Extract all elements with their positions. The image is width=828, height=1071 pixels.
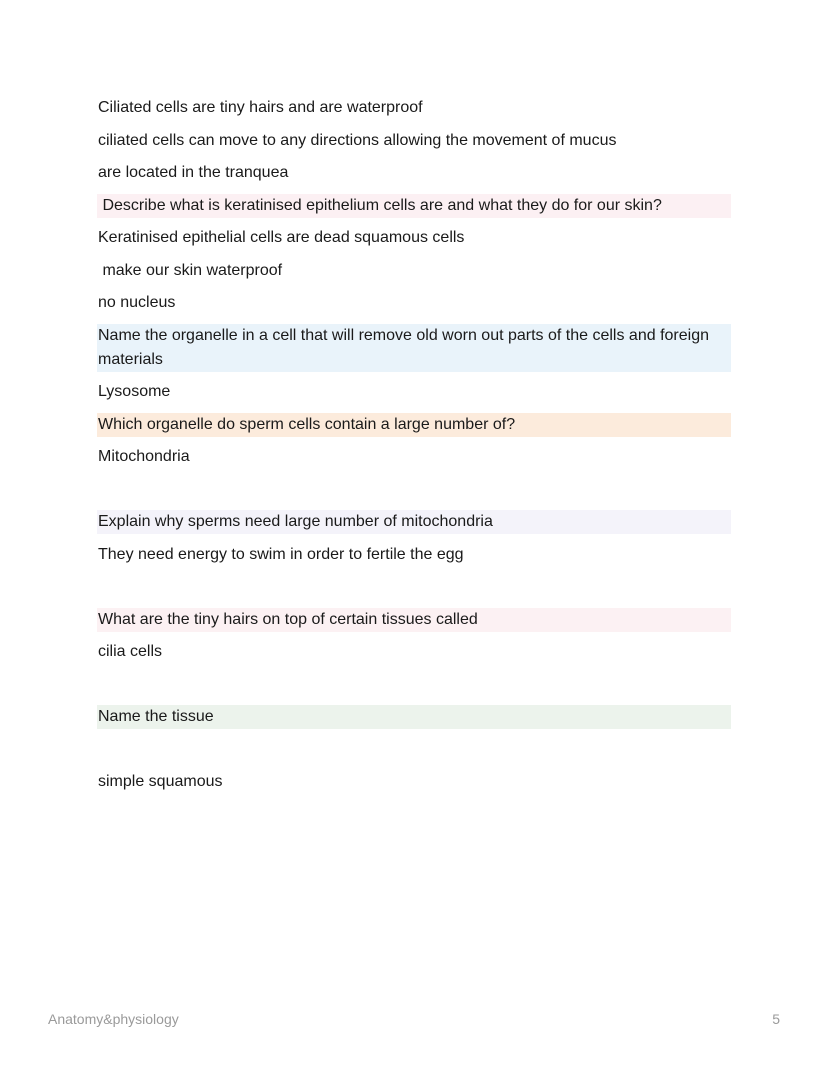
question-line: Describe what is keratinised epithelium cells are and what they do for our skin? bbox=[97, 194, 731, 218]
blank-line bbox=[97, 673, 731, 697]
answer-line: no nucleus bbox=[98, 294, 176, 311]
answer-line: make our skin waterproof bbox=[98, 261, 283, 279]
page-body bbox=[97, 96, 731, 803]
answer-line: Lysosome bbox=[98, 383, 171, 400]
answer-line: Ciliated cells are tiny hairs and are waterproof bbox=[98, 99, 423, 116]
question-line: Which organelle do sperm cells contain a large number of? bbox=[97, 413, 731, 437]
question-line: Explain why sperms need large number of mitochondria bbox=[97, 510, 731, 534]
question-line: Name the tissue bbox=[97, 705, 731, 729]
answer-line: They need energy to swim in order to fertile the egg bbox=[98, 545, 464, 563]
answer-line: ciliated cells can move to any directions allowing the movement of mucus bbox=[98, 131, 617, 149]
answer-line: cilia cells bbox=[98, 643, 163, 660]
question-line: What are the tiny hairs on top of certain tissues called bbox=[97, 608, 731, 632]
answer-line: Mitochondria bbox=[98, 448, 190, 465]
footer-title: Anatomy&physiology bbox=[48, 1011, 179, 1027]
question-line: Name the organelle in a cell that will remove old worn out parts of the cells and foreign materials bbox=[97, 324, 731, 372]
answer-line: simple squamous bbox=[98, 773, 223, 790]
blank-line bbox=[97, 575, 731, 599]
blank-line bbox=[97, 738, 731, 762]
answer-line: Keratinised epithelial cells are dead squamous cells bbox=[98, 229, 465, 246]
answer-line: are located in the tranquea bbox=[98, 164, 289, 181]
page-number: 5 bbox=[772, 1011, 780, 1027]
blank-line bbox=[97, 478, 731, 502]
